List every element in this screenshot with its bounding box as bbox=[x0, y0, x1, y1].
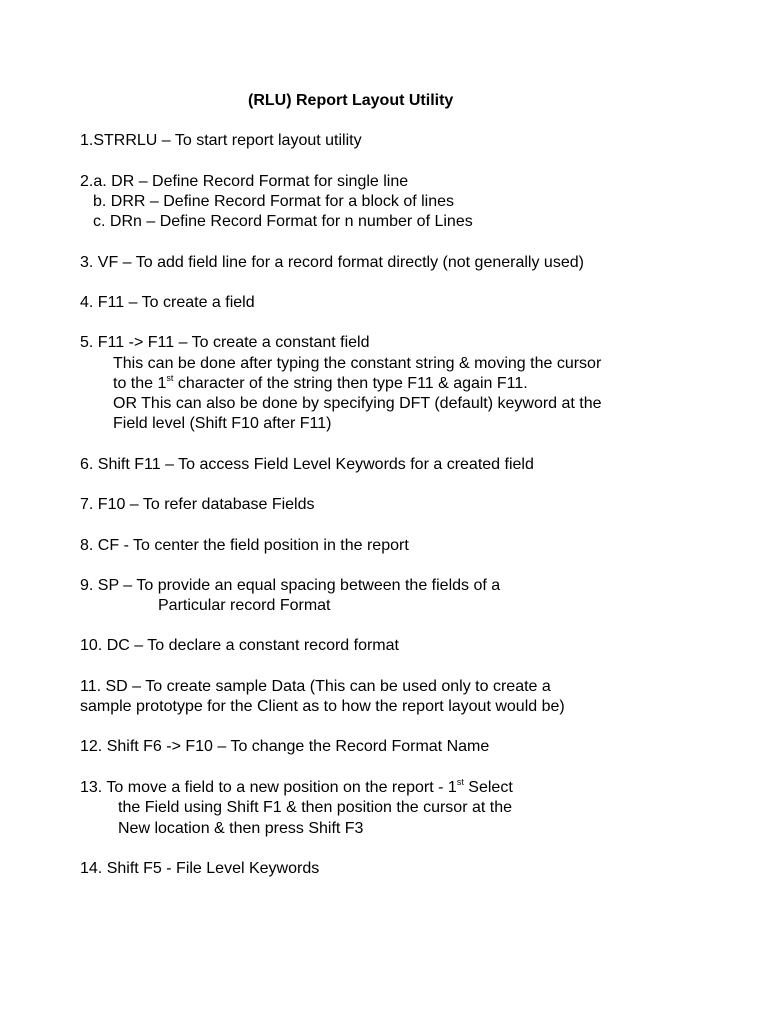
page-title: (RLU) Report Layout Utility bbox=[248, 92, 454, 109]
list-item-5-line-3-post: character of the string then type F11 & again F11. bbox=[173, 375, 528, 392]
list-item-11-line-1: 11. SD – To create sample Data (This can be used only to create a bbox=[80, 678, 551, 695]
superscript-st: st bbox=[456, 777, 464, 787]
list-item-13-line-3: New location & then press Shift F3 bbox=[118, 820, 364, 837]
list-item-5-line-1: 5. F11 -> F11 – To create a constant field bbox=[80, 334, 370, 351]
list-item-1: 1.STRRLU – To start report layout utility bbox=[80, 132, 362, 149]
list-item-5-line-3 bbox=[113, 374, 528, 394]
list-item-11-line-2: sample prototype for the Client as to how the report layout would be) bbox=[80, 698, 565, 715]
list-item-5-line-2: This can be done after typing the constant string & moving the cursor bbox=[113, 355, 602, 372]
list-item-6: 6. Shift F11 – To access Field Level Keywords for a created field bbox=[80, 456, 534, 473]
list-item-7: 7. F10 – To refer database Fields bbox=[80, 496, 315, 513]
list-item-2c: c. DRn – Define Record Format for n number of Lines bbox=[93, 213, 473, 230]
list-item-9-line-2: Particular record Format bbox=[158, 597, 331, 614]
list-item-12: 12. Shift F6 -> F10 – To change the Record Format Name bbox=[80, 738, 490, 755]
list-item-13-line-1-post: Select bbox=[463, 779, 513, 796]
list-item-5-line-4: OR This can also be done by specifying DFT (default) keyword at the bbox=[113, 395, 602, 412]
list-item-2a: 2.a. DR – Define Record Format for single line bbox=[80, 173, 409, 190]
list-item-8: 8. CF - To center the field position in the report bbox=[80, 537, 409, 554]
list-item-14: 14. Shift F5 - File Level Keywords bbox=[80, 860, 320, 877]
list-item-13-line-1-pre: 13. To move a field to a new position on the report - 1 bbox=[80, 779, 457, 796]
list-item-5-line-3-pre: to the 1 bbox=[113, 375, 167, 392]
superscript-st: st bbox=[166, 373, 174, 383]
list-item-3: 3. VF – To add field line for a record format directly (not generally used) bbox=[80, 254, 584, 271]
list-item-10: 10. DC – To declare a constant record format bbox=[80, 637, 399, 654]
list-item-9-line-1: 9. SP – To provide an equal spacing between the fields of a bbox=[80, 577, 501, 594]
list-item-4: 4. F11 – To create a field bbox=[80, 294, 255, 311]
list-item-13-line-2: the Field using Shift F1 & then position the cursor at the bbox=[118, 799, 512, 816]
list-item-2b: b. DRR – Define Record Format for a block of lines bbox=[93, 193, 455, 210]
list-item-5-line-5: Field level (Shift F10 after F11) bbox=[113, 415, 332, 432]
list-item-13-line-1 bbox=[80, 778, 513, 798]
